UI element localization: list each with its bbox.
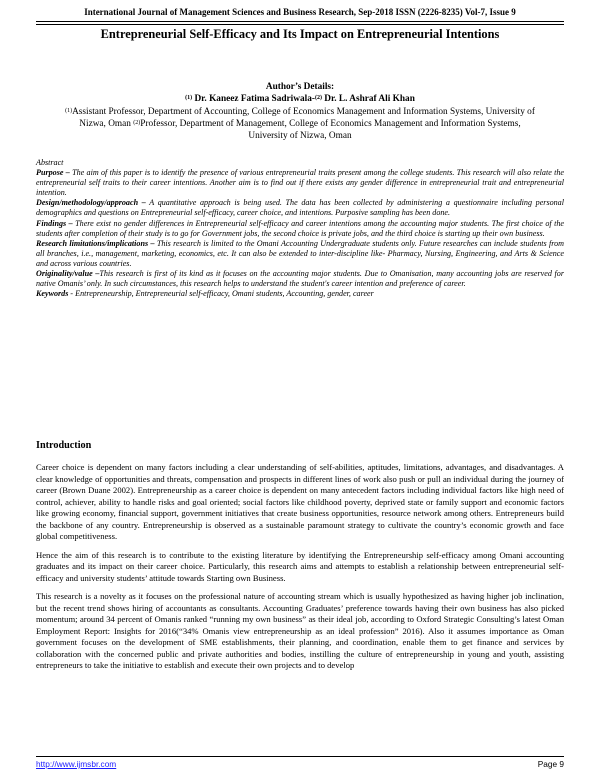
- author-2-name: Dr. L. Ashraf Ali Khan: [324, 94, 415, 104]
- findings-label: Findings –: [36, 218, 73, 228]
- author-1-name: Dr. Kaneez Fatima Sadriwala-: [194, 94, 315, 104]
- affiliation-1: Assistant Professor, Department of Accounting, College of Economics Management and Information Systems, University of Nizwa, Oman: [72, 107, 535, 129]
- author-1-mark: (1): [185, 95, 193, 101]
- author-2-mark: (2): [314, 95, 322, 101]
- journal-header: International Journal of Management Sciences and Business Research, Sep-2018 ISSN (2226-8235) Vol-7, Issue 9: [84, 7, 516, 17]
- keywords-text: Entrepreneurship, Entrepreneurial self-efficacy, Omani students, Accounting, gender, career: [75, 289, 374, 299]
- abstract-originality: [36, 269, 564, 289]
- intro-paragraph-3: This research is a novelty as it focuses on the professional nature of accounting stream which is usually hypothesized as having higher job inclination, but the recent trend shows hiring of accountants as consultants. Accounting Graduates’ preference towards having their own business has also picked momentum; around 34 percent of Omanis ranked “running my own business” as their ideal job, according to Oxford Strategic Consulting’s latest Oman Employment Report: Insights for 2016(“34% Omanis view entrepreneurship as an ideal profession” 2016). Also it assumes importance as Oman government focuses on the development of SME establishments, their planning, and coordination, enable them to get finance and services by collaboration with the concerned public and private authorities and bodies, instilling the culture of entrepreneurship in young and youth, assisting entrepreneurs to take the initiative to establish and execute their own projects and to develop: [36, 591, 564, 670]
- affiliation-2: Professor, Department of Management, College of Economics Management and Information Systems, University of Nizwa, Oman: [140, 119, 521, 141]
- footer-rule: [36, 756, 564, 757]
- design-label: Design/methodology/approach –: [36, 198, 146, 208]
- abstract: [36, 158, 564, 299]
- abstract-keywords: [36, 289, 564, 299]
- introduction-body: [36, 462, 564, 679]
- abstract-heading: Abstract: [36, 158, 64, 167]
- abstract-purpose: [36, 168, 564, 198]
- abstract-design: [36, 198, 564, 218]
- design-text: A quantitative approach is being used. The data has been collected by administering a questionnaire including personal demographics and questions on Entrepreneurial self-efficacy, career choice, and intentions. Purposive sampling has been done.: [36, 198, 564, 218]
- authors-heading: Author’s Details:: [265, 82, 335, 92]
- originality-label: Originality/value –: [36, 269, 100, 279]
- intro-paragraph-1: Career choice is dependent on many factors including a clear understanding of self-abilities, aptitudes, limitations, advantages, and disadvantages. A clear knowledge of opportunities and threats, compensation and prospects in different lines of work also push or pull an individual during the journey of career (Brown Duane 2002). Entrepreneurship as a career choice is dependent on many antecedent factors including individual factors like high need of control, achiever, ability to handle risks and goal oriented; social factors like childhood poverty, deprived state or family support and economic factors like growing economy, financial support, government initiatives that create business opportunities, resource network among others. Entrepreneurs build the backbone of any country. Entrepreneurship is observed as a sustainable paramount strategy to cultivate the country’s economic growth and face global competitiveness.: [36, 462, 564, 541]
- journal-url-link[interactable]: http://www.ijmsbr.com: [36, 759, 117, 769]
- limitations-label: Research limitations/implications –: [36, 238, 155, 248]
- affiliation-1-mark: (1): [65, 108, 73, 114]
- purpose-text: The aim of this paper is to identify the presence of various entrepreneurial traits present among the college students. This research will also relate the entrepreneurial self traits to their career intentions. Another aim is to find out if there exists any gender difference in entrepreneurial trait and entrepreneurial intention.: [36, 168, 564, 198]
- purpose-label: Purpose –: [36, 168, 70, 178]
- paper-title: Entrepreneurial Self-Efficacy and Its Impact on Entrepreneurial Intentions: [100, 27, 500, 41]
- intro-paragraph-2: Hence the aim of this research is to contribute to the existing literature by identifying the Entrepreneurship self-efficacy among Omani accounting graduates and its impact on their career choice. Particularly, this research aims and attempts to establish a relationship between entrepreneurial self-efficacy and university students’ attitude towards Starting own Business.: [36, 549, 564, 583]
- page-number: Page 9: [537, 759, 564, 769]
- keywords-label: Keywords -: [36, 289, 74, 299]
- header-rule-thick: [36, 21, 564, 22]
- abstract-findings: [36, 219, 564, 239]
- limitations-text: This research is limited to the Omani Accounting Undergraduate students only. Future researches can include students from all branches, i.e., management, marketing, economics, etc. It can also be extended to inter-discipline like- Pharmacy, Nursing, Engineering, and Arts & Science and across various countries.: [36, 238, 564, 268]
- affiliations: [60, 106, 540, 142]
- introduction-heading: Introduction: [36, 440, 92, 451]
- affiliation-2-mark: (2): [133, 120, 141, 126]
- findings-text: There exist no gender differences in Entrepreneurial self-efficacy and career intentions among the accounting major students. The first choice of the students after completion of their study is to go for Government jobs, the second choice is private jobs, and the third choice is starting up their own business.: [36, 218, 564, 238]
- author-names: [36, 94, 564, 105]
- header-rule-thin: [36, 24, 564, 25]
- abstract-limitations: [36, 239, 564, 269]
- originality-text: This research is first of its kind as it focuses on the accounting major students. Due to Omanisation, many accounting jobs are reserved for native Omanis’ only. In such circumstances, this research helps to understand the student's career intention and preference of career.: [36, 269, 564, 289]
